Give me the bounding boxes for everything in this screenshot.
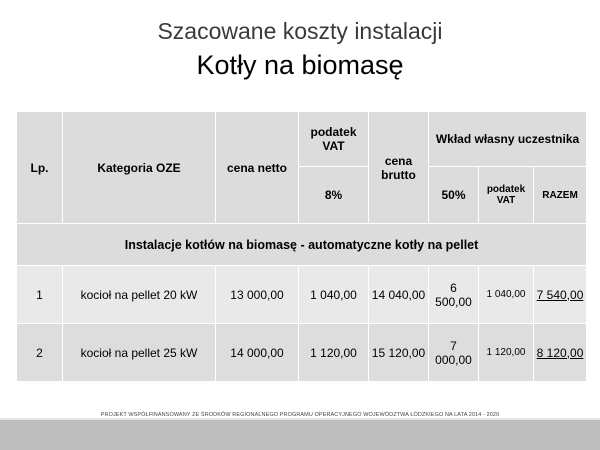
cost-table xyxy=(16,111,587,382)
footer-text: PROJEKT WSPÓŁFINANSOWANY ZE ŚRODKÓW REGIONALNEGO PROGRAMU OPERACYJNEGO WOJEWÓDZTWA ŁÓDZKIEGO NA LATA 2014 - 2020 xyxy=(100,412,500,418)
header-own-contribution: Wkład własny uczestnika xyxy=(429,112,587,167)
cell-total: 7 540,00 xyxy=(534,266,587,324)
cell-gross: 14 040,00 xyxy=(369,266,429,324)
cell-lp: 2 xyxy=(17,324,63,382)
cell-own: 6 500,00 xyxy=(429,266,479,324)
cell-gross: 15 120,00 xyxy=(369,324,429,382)
header-own-pct: 50% xyxy=(429,167,479,224)
cell-lp: 1 xyxy=(17,266,63,324)
header-vat-rate: 8% xyxy=(299,167,369,224)
cell-own-vat: 1 040,00 xyxy=(479,266,534,324)
cell-category: kocioł na pellet 25 kW xyxy=(63,324,216,382)
table-row xyxy=(17,266,587,324)
header-total: RAZEM xyxy=(534,167,587,224)
header-vat: podatek VAT xyxy=(299,112,369,167)
header-gross: cena brutto xyxy=(369,112,429,224)
cell-own: 7 000,00 xyxy=(429,324,479,382)
header-own-vat: podatek VAT xyxy=(479,167,534,224)
cell-net: 13 000,00 xyxy=(216,266,299,324)
header-category: Kategoria OZE xyxy=(63,112,216,224)
cell-category: kocioł na pellet 20 kW xyxy=(63,266,216,324)
section-title: Instalacje kotłów na biomasę - automatyczne kotły na pellet xyxy=(17,224,587,266)
table-row xyxy=(17,324,587,382)
slide-subtitle: Kotły na biomasę xyxy=(196,50,404,80)
header-net: cena netto xyxy=(216,112,299,224)
cell-total: 8 120,00 xyxy=(534,324,587,382)
header-lp: Lp. xyxy=(17,112,63,224)
cell-vat: 1 040,00 xyxy=(299,266,369,324)
slide-title: Szacowane koszty instalacji xyxy=(157,18,443,44)
cell-net: 14 000,00 xyxy=(216,324,299,382)
cell-own-vat: 1 120,00 xyxy=(479,324,534,382)
cell-vat: 1 120,00 xyxy=(299,324,369,382)
footer-bar xyxy=(0,420,600,450)
